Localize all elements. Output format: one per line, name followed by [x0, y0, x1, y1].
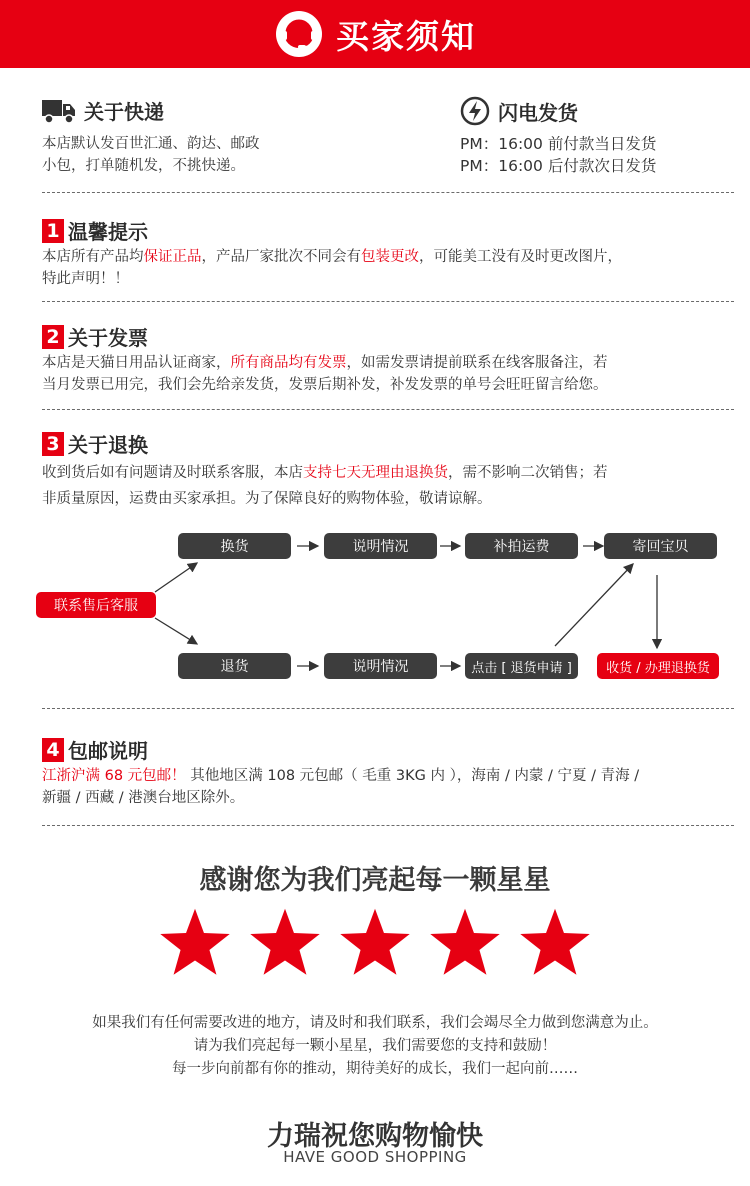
- express-heading: [42, 96, 164, 125]
- header-banner: [0, 0, 750, 68]
- section1-title: 温馨提示: [68, 220, 148, 244]
- arrow-start-to-return: [155, 618, 197, 644]
- divider: [42, 301, 734, 302]
- lightning-title: 闪电发货: [498, 100, 578, 125]
- closing-line3: 每一步向前都有你的推动，期待美好的成长，我们一起向前……: [172, 1061, 578, 1077]
- lightning-heading: [460, 96, 578, 126]
- lightning-icon: [460, 96, 490, 126]
- star-icon: [247, 905, 323, 981]
- section2-number: 2: [42, 325, 64, 349]
- explain-node-top: 说明情况: [324, 533, 437, 559]
- express-text-line1: 本店默认发百世汇通、韵达、邮政: [42, 136, 260, 152]
- section2-text-line2: 当月发票已用完，我们会先给亲发货，发票后期补发，补发发票的单号会旺旺留言给您。: [42, 377, 608, 393]
- section4-number: 4: [42, 738, 64, 762]
- arrow-start-to-exchange: [155, 563, 197, 592]
- return-request-node: 点击 [ 退货申请 ]: [465, 653, 578, 679]
- section4-heading: [42, 735, 148, 764]
- express-text-line2: 小包，打单随机发，不挑快递。: [42, 158, 245, 174]
- section3-text-part: 收到货后如有问题请及时联系客服，本店: [42, 465, 303, 481]
- section1-highlight-packaging: 包装更改: [361, 249, 419, 265]
- section1-text-part: ，产品厂家批次不同会有: [201, 249, 361, 265]
- section3-text-line2: 非质量原因，运费由买家承担。为了保障良好的购物体验，敬请谅解。: [42, 491, 492, 507]
- truck-icon: [42, 98, 76, 124]
- divider: [42, 192, 734, 193]
- section4-text-line2: 新疆 / 西藏 / 港澳台地区除外。: [42, 790, 245, 806]
- section1-text-part: 本店所有产品均: [42, 249, 144, 265]
- send-back-node: 寄回宝贝: [604, 533, 717, 559]
- lightning-line1: PM：16:00 前付款当日发货: [460, 135, 657, 153]
- arrow-request-to-send-back: [555, 564, 633, 646]
- final-subtitle: HAVE GOOD SHOPPING: [283, 1148, 467, 1166]
- section3-highlight-returns: 支持七天无理由退换货: [303, 465, 448, 481]
- star-icon: [427, 905, 503, 981]
- return-exchange-flowchart: [0, 520, 750, 690]
- section2-heading: [42, 322, 148, 351]
- section1-highlight-authentic: 保证正品: [143, 249, 202, 265]
- section4-text: [42, 765, 734, 809]
- section1-number: 1: [42, 219, 64, 243]
- stars-title: 感谢您为我们亮起每一颗星星: [199, 865, 551, 896]
- section2-highlight-invoice: 所有商品均有发票: [230, 355, 347, 371]
- divider: [42, 825, 734, 826]
- section3-text: [42, 460, 732, 512]
- section2-text: [42, 352, 732, 396]
- express-title: 关于快递: [84, 100, 164, 124]
- exchange-node: 换货: [178, 533, 291, 559]
- section1-text-line2: 特此声明！！: [42, 271, 129, 287]
- section3-number: 3: [42, 432, 64, 456]
- section2-text-part: 本店是天猫日用品认证商家，: [42, 355, 231, 371]
- star-icon: [337, 905, 413, 981]
- section1-heading: [42, 216, 148, 245]
- page-title: 买家须知: [336, 16, 476, 56]
- final-title: 力瑞祝您购物愉快: [267, 1121, 483, 1152]
- customer-service-icon: [274, 9, 324, 59]
- pay-shipping-node: 补拍运费: [465, 533, 578, 559]
- express-text: [42, 133, 260, 177]
- star-icon: [517, 905, 593, 981]
- section4-title: 包邮说明: [68, 739, 148, 763]
- section4-highlight-free-shipping: 江浙沪满 68 元包邮！: [42, 768, 186, 784]
- section4-text-part: 其他地区满 108 元包邮（ 毛重 3KG 内 ），海南 / 内蒙 / 宁夏 / 青海 /: [185, 768, 640, 784]
- section2-title: 关于发票: [68, 326, 148, 350]
- stars-row: [0, 905, 750, 981]
- section3-title: 关于退换: [68, 433, 148, 457]
- lightning-text: [460, 133, 656, 177]
- star-icon: [157, 905, 233, 981]
- lightning-line2: PM：16:00 后付款次日发货: [460, 157, 657, 175]
- section1-text-part: ，可能美工没有及时更改图片，: [419, 249, 622, 265]
- closing-line2: 请为我们亮起每一颗小星星，我们需要您的支持和鼓励！: [193, 1038, 557, 1054]
- explain-node-bottom: 说明情况: [324, 653, 437, 679]
- section1-text: [42, 246, 732, 290]
- divider: [42, 409, 734, 410]
- contact-service-node: 联系售后客服: [36, 592, 156, 618]
- divider: [42, 708, 734, 709]
- closing-line1: 如果我们有任何需要改进的地方，请及时和我们联系，我们会竭尽全力做到您满意为止。: [92, 1015, 658, 1031]
- section2-text-part: ，如需发票请提前联系在线客服备注，若: [346, 355, 608, 371]
- section3-text-part: ，需不影响二次销售；若: [448, 465, 608, 481]
- return-node: 退货: [178, 653, 291, 679]
- receive-process-node: 收货 / 办理退换货: [597, 653, 719, 679]
- section3-heading: [42, 429, 148, 458]
